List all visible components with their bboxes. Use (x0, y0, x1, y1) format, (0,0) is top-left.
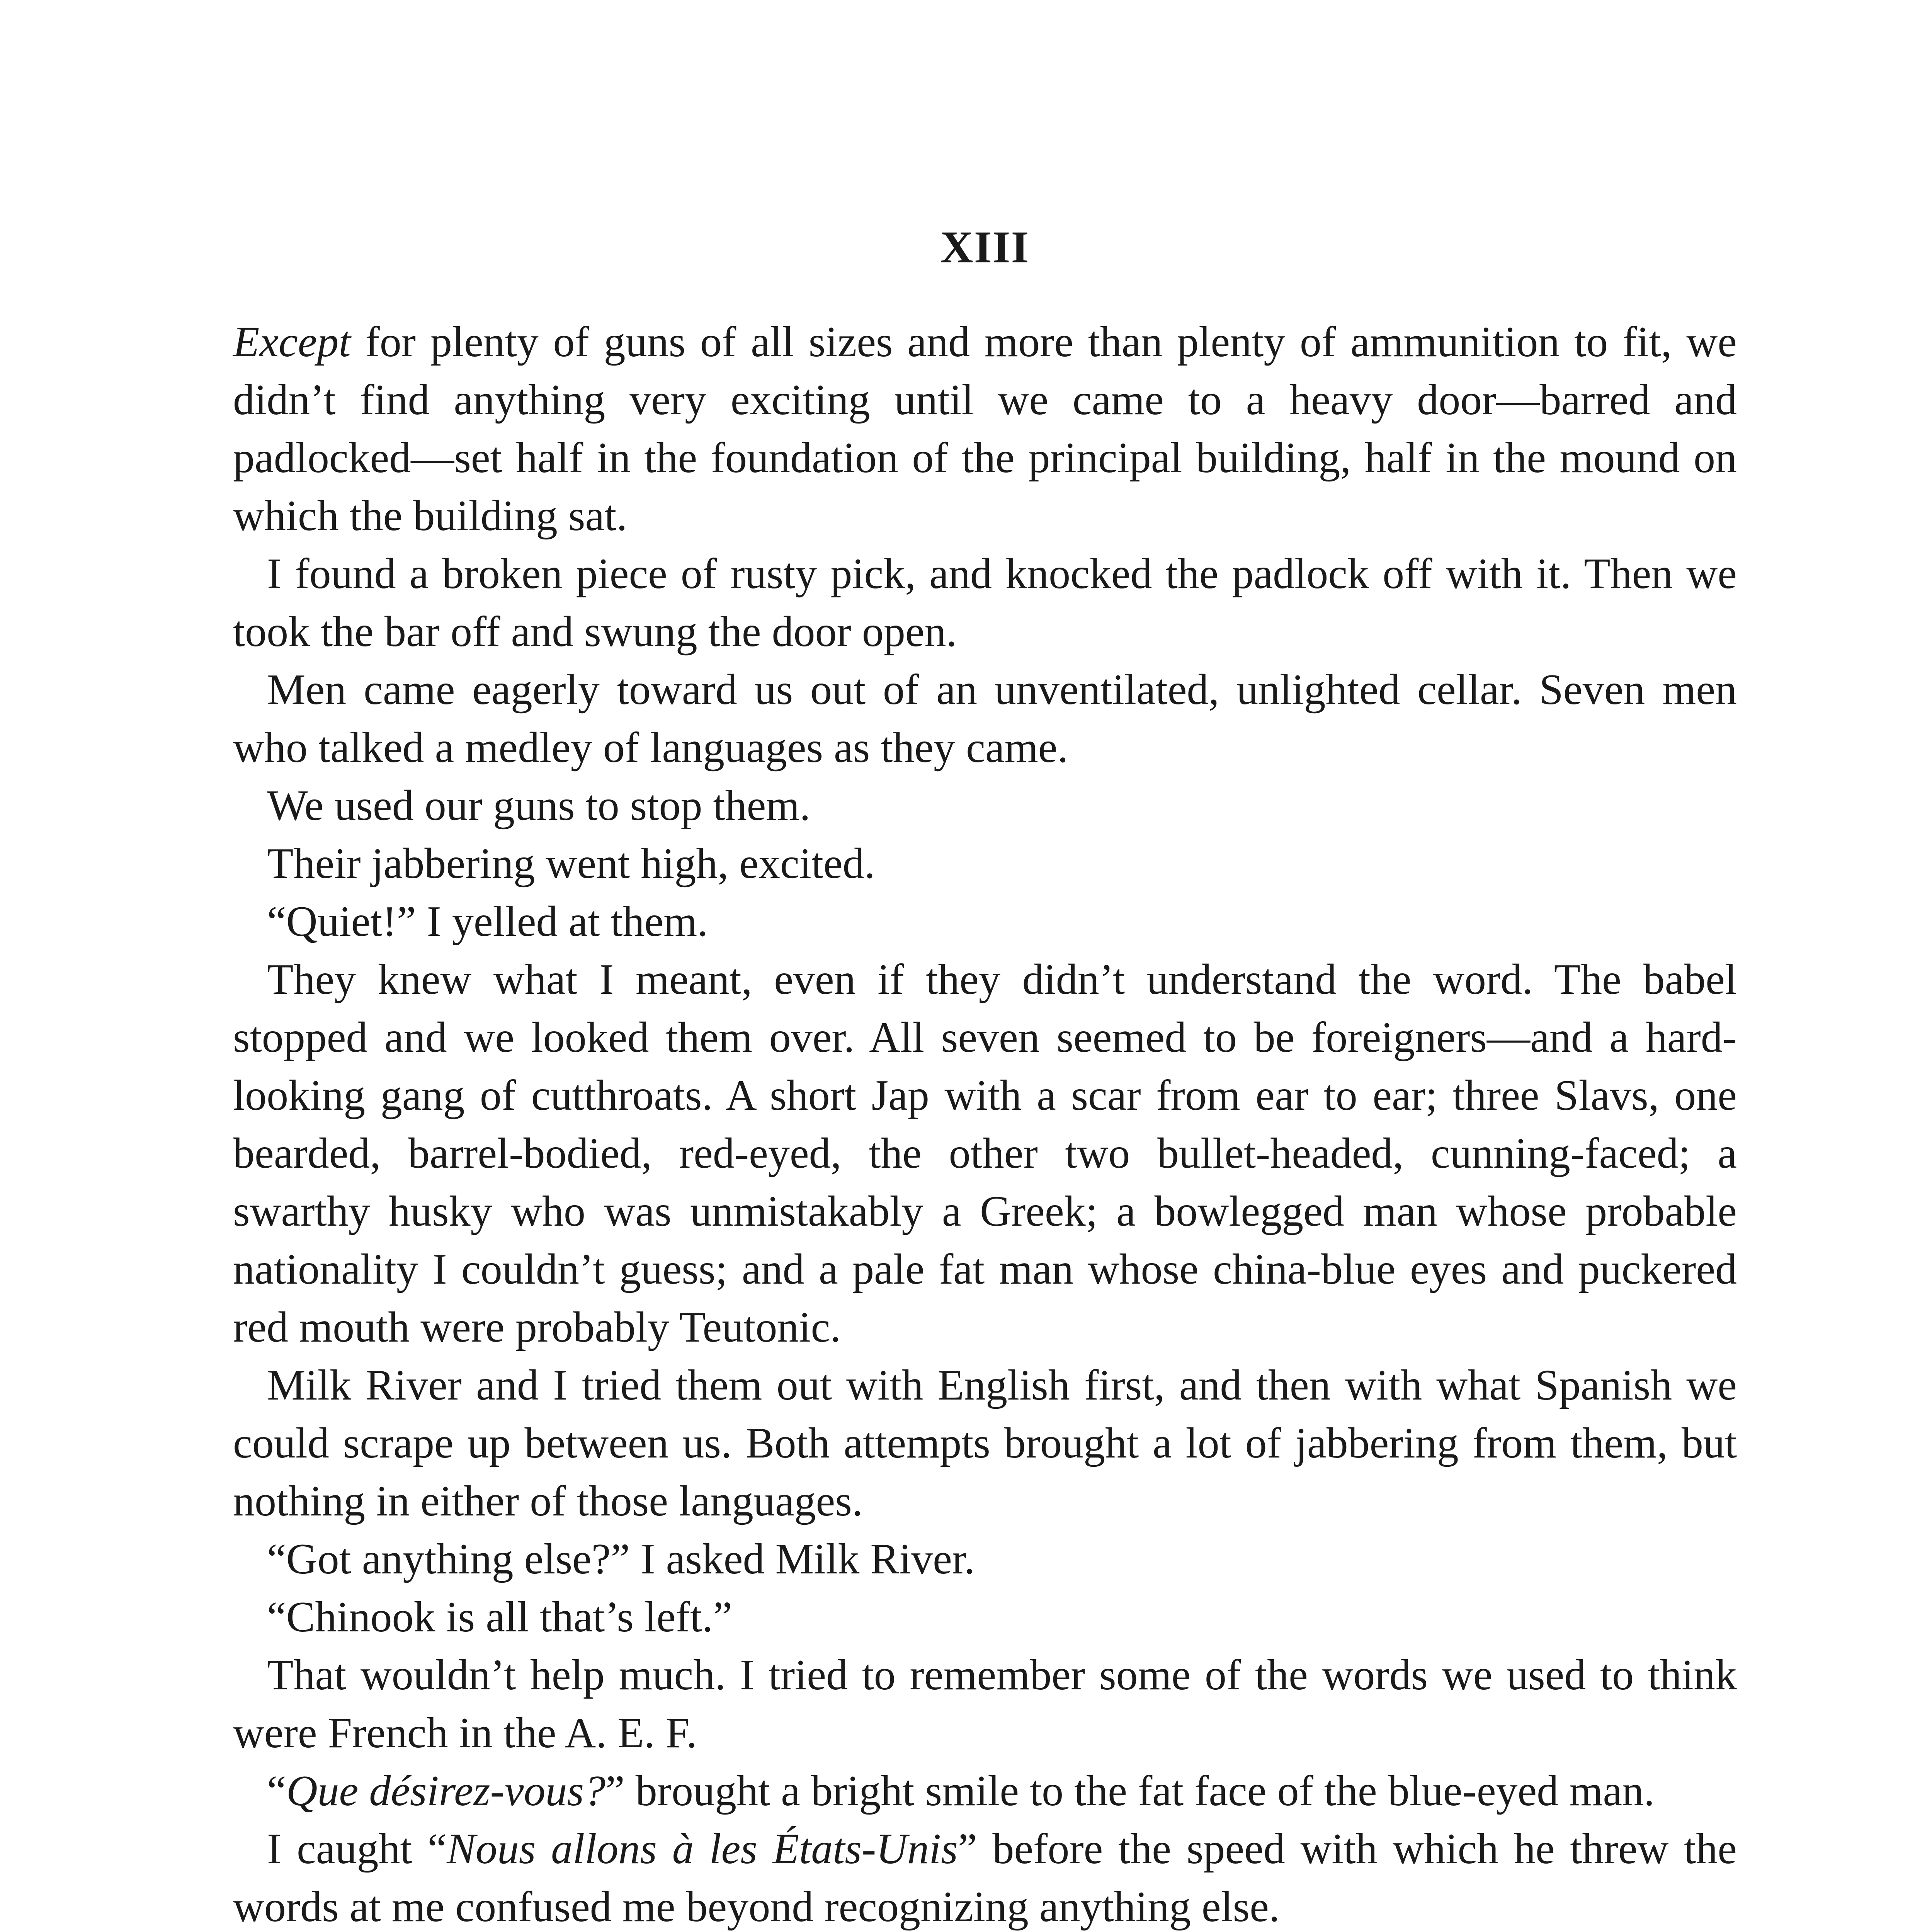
paragraph-4: We used our guns to stop them. (267, 782, 811, 830)
paragraph-1 (233, 313, 1737, 545)
italic-phrase: Que désirez-vous? (286, 1767, 606, 1815)
italic-phrase: Nous allons à les États-Unis (447, 1825, 958, 1873)
paragraph-text: ” before the speed with which he threw the words at me confused me beyond recognizing anything else. (233, 1825, 1737, 1931)
paragraph-text: ” brought a bright smile to the fat face of the blue-eyed man. (605, 1767, 1655, 1815)
chapter-heading: XIII (940, 222, 1030, 272)
paragraph-text: “ (267, 1767, 286, 1815)
paragraph-7: They knew what I meant, even if they didn’t understand the word. The babel stopped and we looked them over. All seven seemed to be foreigners—and a hard-looking gang of cutthroats. A short Jap with a scar from ear to ear; three Slavs, one bearded, barrel-bodied, red-eyed, the other two bullet-headed, cunning-faced; a swarthy husky who was unmistakably a Greek; a bowlegged man whose probable nationality I couldn’t guess; and a pale fat man whose china-blue eyes and puckered red mouth were probably Teutonic. (233, 956, 1737, 1351)
paragraph-text: I caught “ (267, 1825, 447, 1873)
paragraph-2: I found a broken piece of rusty pick, and knocked the padlock off with it. Then we took the bar off and swung the door open. (233, 550, 1737, 656)
paragraph-3: Men came eagerly toward us out of an unventilated, unlighted cellar. Seven men who talked a medley of languages as they came. (233, 666, 1737, 772)
paragraph-9: “Got anything else?” I asked Milk River. (267, 1535, 975, 1583)
paragraph-text: for plenty of guns of all sizes and more than plenty of ammunition to fit, we didn’t find anything very exciting until we came to a heavy door—barred and padlocked—set half in the foundation of the principal building, half in the mound on which the building sat. (233, 318, 1737, 540)
paragraph-11: That wouldn’t help much. I tried to remember some of the words we used to think were French in the A. E. F. (233, 1651, 1737, 1757)
paragraph-13 (233, 1820, 1737, 1932)
page-body (233, 216, 1737, 1932)
paragraph-6: “Quiet!” I yelled at them. (267, 898, 708, 946)
paragraph-5: Their jabbering went high, excited. (267, 840, 875, 888)
paragraph-10: “Chinook is all that’s left.” (267, 1593, 732, 1641)
paragraph-12 (233, 1762, 1737, 1820)
italic-lead: Except (233, 318, 351, 366)
paragraph-8: Milk River and I tried them out with English first, and then with what Spanish we could scrape up between us. Both attempts brought a lot of jabbering from them, but nothing in either of those languages. (233, 1361, 1737, 1525)
